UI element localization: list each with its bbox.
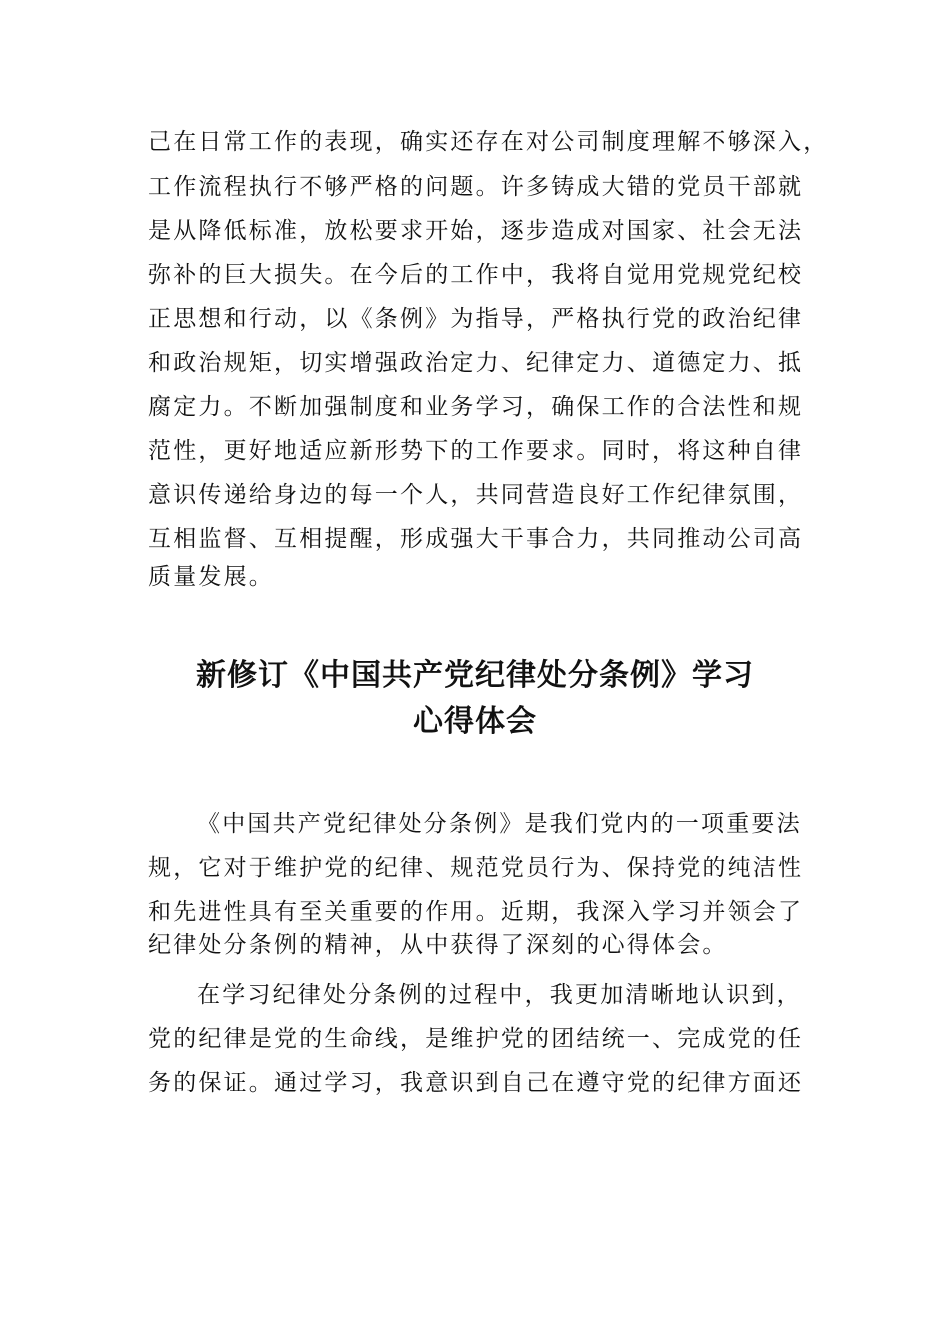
text-line: 工作流程执行不够严格的问题。许多铸成大错的党员干部就 bbox=[148, 174, 804, 200]
text-line: 务的保证。通过学习，我意识到自己在遵守党的纪律方面还 bbox=[148, 1070, 804, 1096]
text-line: 互相监督、互相提醒，形成强大干事合力，共同推动公司高 bbox=[148, 526, 804, 552]
text-line: 是从降低标准，放松要求开始，逐步造成对国家、社会无法 bbox=[148, 218, 804, 244]
text-line: 质量发展。 bbox=[148, 564, 274, 590]
text-line: 和政治规矩，切实增强政治定力、纪律定力、道德定力、抵 bbox=[148, 350, 804, 376]
text-line: 意识传递给身边的每一个人，共同营造良好工作纪律氛围， bbox=[148, 482, 804, 508]
title-line: 心得体会 bbox=[413, 704, 537, 739]
text-line: 和先进性具有至关重要的作用。近期，我深入学习并领会了 bbox=[148, 899, 804, 925]
text-line: 党的纪律是党的生命线，是维护党的团结统一、完成党的任 bbox=[148, 1026, 804, 1052]
text-line: 《中国共产党纪律处分条例》是我们党内的一项重要法 bbox=[197, 811, 802, 837]
text-line: 纪律处分条例的精神，从中获得了深刻的心得体会。 bbox=[148, 932, 728, 958]
text-line: 正思想和行动，以《条例》为指导，严格执行党的政治纪律 bbox=[148, 306, 804, 332]
title-line: 新修订《中国共产党纪律处分条例》学习 bbox=[196, 658, 754, 693]
text-line: 弥补的巨大损失。在今后的工作中，我将自觉用党规党纪校 bbox=[148, 262, 804, 288]
text-line: 腐定力。不断加强制度和业务学习，确保工作的合法性和规 bbox=[148, 394, 804, 420]
text-line: 范性，更好地适应新形势下的工作要求。同时，将这种自律 bbox=[148, 438, 804, 464]
text-line: 在学习纪律处分条例的过程中，我更加清晰地认识到， bbox=[197, 982, 802, 1008]
text-line: 己在日常工作的表现，确实还存在对公司制度理解不够深入， bbox=[148, 129, 829, 155]
text-line: 规，它对于维护党的纪律、规范党员行为、保持党的纯洁性 bbox=[148, 855, 804, 881]
